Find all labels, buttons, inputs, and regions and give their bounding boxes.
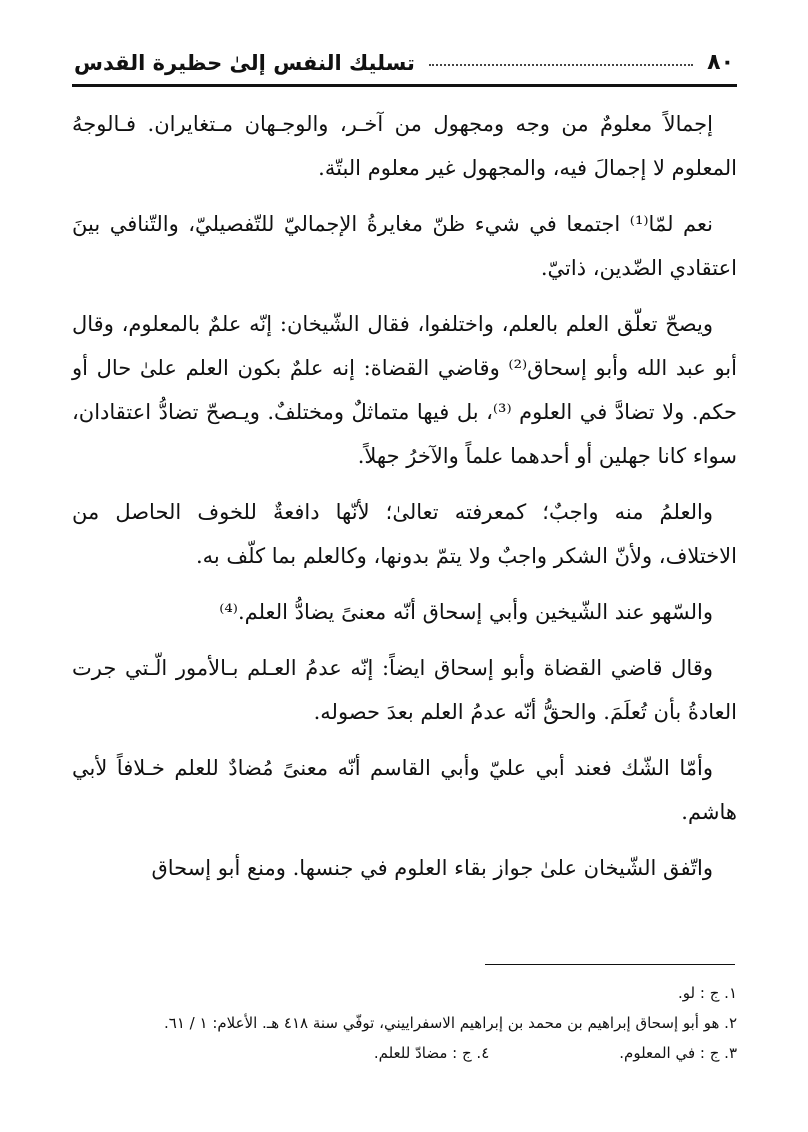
paragraph: وأمّا الشّك فعند أبي عليّ وأبي القاسم أنّه معنىً مُضادٌ للعلم خـلافاً لأبي هاشم. xyxy=(72,756,737,824)
footnote-row xyxy=(72,1038,737,1068)
footnotes xyxy=(72,978,737,1068)
footnote-rule xyxy=(485,964,735,965)
paragraph: والعلمُ منه واجبٌ؛ كمعرفته تعالىٰ؛ لأنّها دافعةٌ للخوف الحاصل من الاختلاف، ولأنّ الشكر واجبٌ ولا يتمّ بدونها، وكالعلم بما كلّف به. xyxy=(72,500,737,568)
footnote-4: ٤. ج : مضادّ للعلم. xyxy=(373,1044,490,1062)
page-number: ٨٠ xyxy=(707,50,734,75)
paragraph: واتّفق الشّيخان علىٰ جواز بقاء العلوم في جنسها. ومنع أبو إسحاق xyxy=(151,856,713,880)
running-title: تسليك النفس إلىٰ حظيرة القدس xyxy=(74,51,415,75)
footnote-1: ١. ج : لو. xyxy=(678,984,737,1002)
paragraph: والسّهو عند الشّيخين وأبي إسحاق أنّه معنىً يضادُّ العلم.⁽⁴⁾ xyxy=(219,600,713,624)
footnote-row xyxy=(72,1008,737,1038)
footnote-3: ٣. ج : في المعلوم. xyxy=(619,1044,737,1062)
footnote-row xyxy=(72,978,737,1008)
page-header xyxy=(74,26,734,74)
paragraph: إجمالاً معلومٌ من وجه ومجهول من آخـر، والوجـهان مـتغايران. فـالوجهُ المعلوم لا إجمالَ فيه، والمجهول غير معلوم البتّة. xyxy=(72,112,737,180)
paragraph: ويصحّ تعلّق العلم بالعلم، واختلفوا، فقال الشّيخان: إنّه علمٌ بالمعلوم، وقال أبو عبد الله وأبو إسحاق⁽²⁾ وقاضي القضاة: إنه علمٌ بكون العلم علىٰ حال أو حكم. ولا تضادَّ في العلوم ⁽³⁾، بل فيها متماثلٌ ومختلفٌ. ويـصحّ تضادُّ اعتقادان، سواء كانا جهلين أو أحدهما علماً والآخرُ جهلاً. xyxy=(72,312,737,468)
paragraph: نعم لمّا⁽¹⁾ اجتمعا في شيء ظنّ مغايرةُ الإجماليّ للتّفصيليّ، والتّنافي بينَ اعتقادي الضّدين، ذاتيّ. xyxy=(72,212,737,280)
body-text xyxy=(72,102,737,902)
header-dot-leader xyxy=(429,62,693,66)
footnote-gap xyxy=(489,1038,619,1068)
header-rule xyxy=(72,84,737,87)
footnote-2: ٢. هو أبو إسحاق إبراهيم بن محمد بن إبراهيم الاسفراييني، توفّي سنة ٤١٨ هـ. الأعلام: ١ / ٦١. xyxy=(164,1014,737,1032)
paragraph: وقال قاضي القضاة وأبو إسحاق ايضاً: إنّه عدمُ العـلم بـالأمور الّـتي جرت العادةُ بأن تُعلَمَ. والحقُّ أنّه عدمُ العلم بعدَ حصوله. xyxy=(72,656,737,724)
